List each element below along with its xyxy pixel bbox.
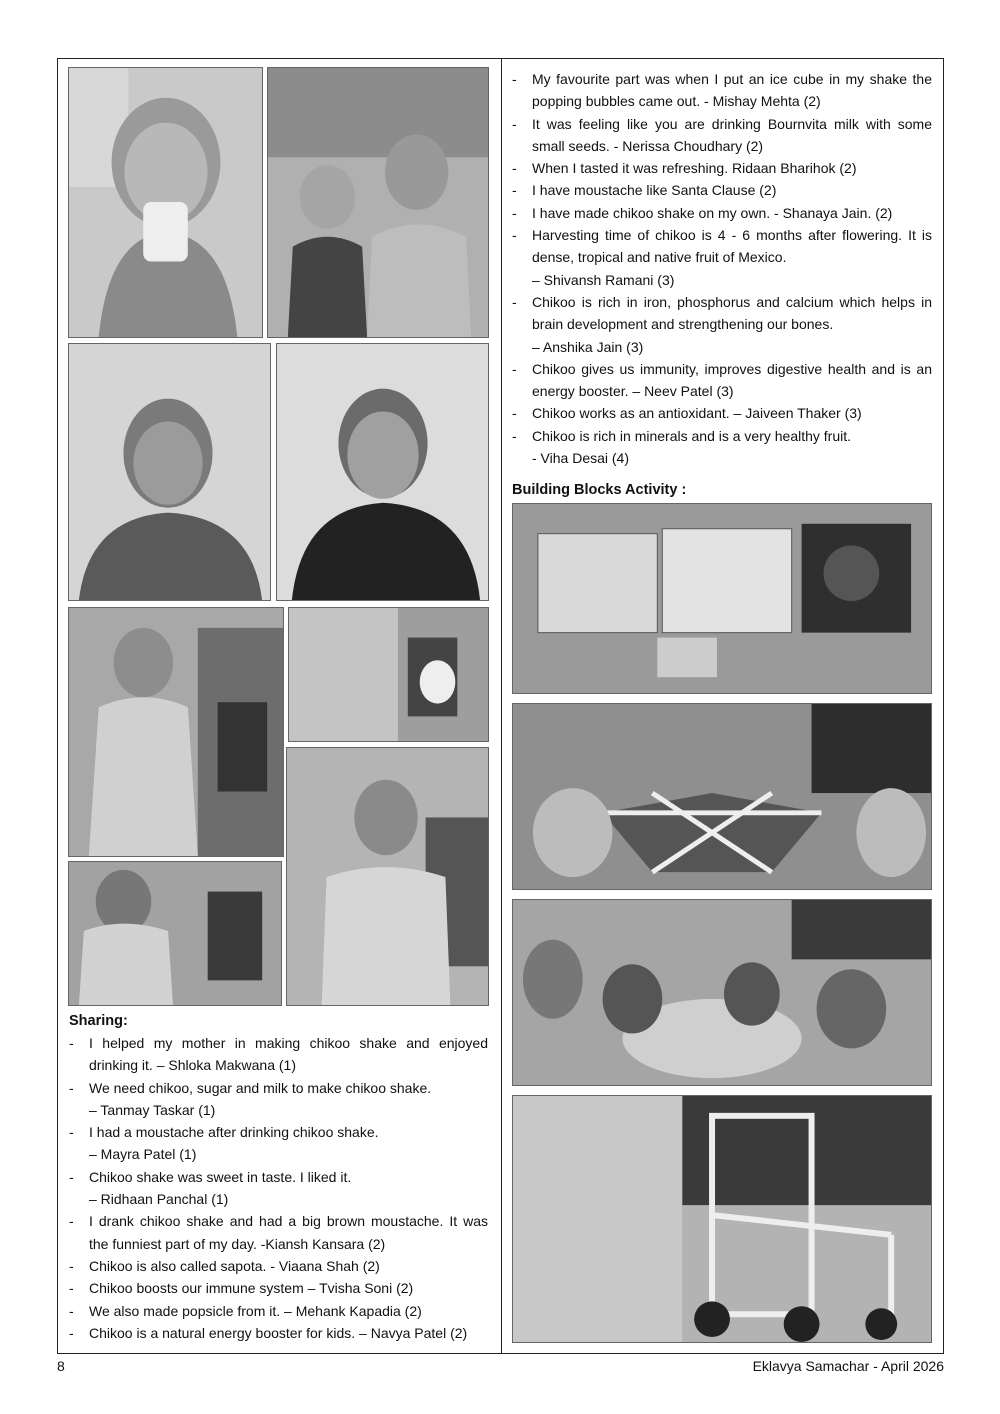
photo-pouring-milk bbox=[288, 607, 489, 742]
photo-boy-moustache-2 bbox=[276, 343, 489, 601]
publication-name: Eklavya Samachar - April 2026 bbox=[752, 1358, 944, 1374]
list-item: - My favourite part was when I put an ice cube in my shake the popping bubbles came out. - Mishay Mehta (2) bbox=[510, 68, 932, 113]
photo-boy-kitchen-2 bbox=[68, 861, 282, 1006]
list-item: - It was feeling like you are drinking Bournvita milk with some small seeds. - Nerissa Choudhary (2) bbox=[510, 113, 932, 158]
photo-building-blocks-baskets bbox=[512, 503, 932, 694]
list-item: - When I tasted it was refreshing. Ridaan Bharihok (2) bbox=[510, 157, 932, 179]
page-number: 8 bbox=[57, 1358, 65, 1374]
column-divider bbox=[501, 58, 502, 1354]
photo-boy-moustache-1 bbox=[68, 343, 271, 601]
list-item: - Harvesting time of chikoo is 4 - 6 months after flowering. It is dense, tropical and native fruit of Mexico. – Shivansh Ramani (3) bbox=[510, 224, 932, 291]
sharing-list bbox=[67, 1032, 488, 1344]
list-item: - I have made chikoo shake on my own. - Shanaya Jain. (2) bbox=[510, 202, 932, 224]
photo-boy-kitchen-1 bbox=[68, 607, 284, 857]
list-item: - We also made popsicle from it. – Mehank Kapadia (2) bbox=[67, 1300, 488, 1322]
photo-kids-building-1 bbox=[512, 703, 932, 890]
list-item: - Chikoo is a natural energy booster for kids. – Navya Patel (2) bbox=[67, 1322, 488, 1344]
list-item: - I have moustache like Santa Clause (2) bbox=[510, 179, 932, 201]
list-item: - Chikoo gives us immunity, improves digestive health and is an energy booster. – Neev Patel (3) bbox=[510, 358, 932, 403]
photo-kids-building-2 bbox=[512, 899, 932, 1086]
photo-girl-with-shake bbox=[68, 67, 263, 338]
list-item: - I helped my mother in making chikoo shake and enjoyed drinking it. – Shloka Makwana (1) bbox=[67, 1032, 488, 1077]
list-item: - I had a moustache after drinking chikoo shake. – Mayra Patel (1) bbox=[67, 1121, 488, 1166]
list-item: - Chikoo works as an antioxidant. – Jaiveen Thaker (3) bbox=[510, 402, 932, 424]
right-quotes-list bbox=[510, 68, 932, 469]
list-item: - Chikoo is rich in iron, phosphorus and calcium which helps in brain development and strengthening our bones. – Anshika Jain (3) bbox=[510, 291, 932, 358]
list-item: - Chikoo shake was sweet in taste. I liked it. – Ridhaan Panchal (1) bbox=[67, 1166, 488, 1211]
photo-block-structure bbox=[512, 1095, 932, 1343]
photo-two-kids bbox=[267, 67, 489, 338]
list-item: - I drank chikoo shake and had a big brown moustache. It was the funniest part of my day. -Kiansh Kansara (2) bbox=[67, 1210, 488, 1255]
building-blocks-heading: Building Blocks Activity : bbox=[512, 482, 687, 498]
list-item: - We need chikoo, sugar and milk to make chikoo shake. – Tanmay Taskar (1) bbox=[67, 1077, 488, 1122]
photo-boy-waving bbox=[286, 747, 489, 1006]
sharing-heading: Sharing: bbox=[69, 1013, 128, 1029]
list-item: - Chikoo boosts our immune system – Tvisha Soni (2) bbox=[67, 1277, 488, 1299]
list-item: - Chikoo is rich in minerals and is a very healthy fruit. - Viha Desai (4) bbox=[510, 425, 932, 470]
list-item: - Chikoo is also called sapota. - Viaana Shah (2) bbox=[67, 1255, 488, 1277]
